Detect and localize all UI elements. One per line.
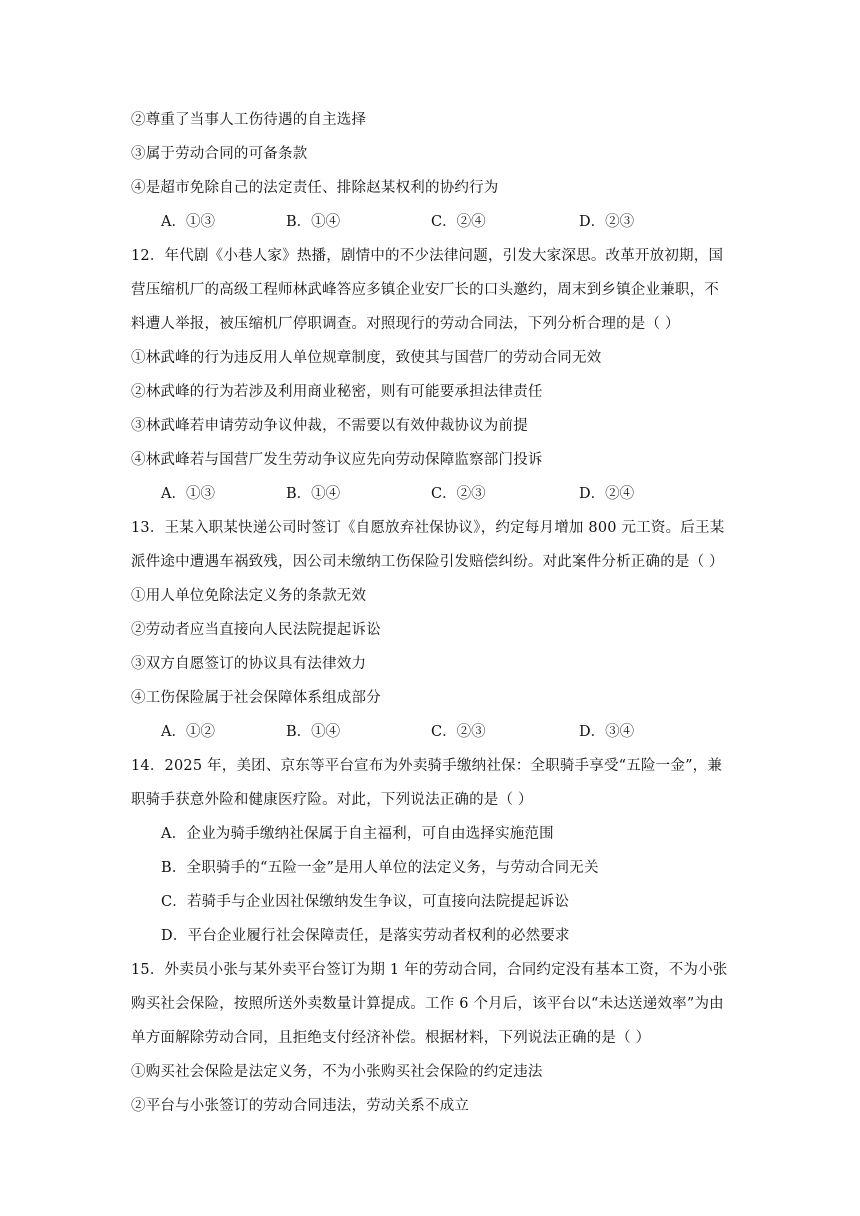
q13-choice-c: C．②③ — [431, 724, 486, 740]
q12-choices — [161, 484, 721, 504]
q11-choice-d: D．②③ — [579, 214, 635, 230]
q11-choice-b: B．①④ — [286, 214, 341, 230]
q15-stem-line-2: 购买社会保险，按照所送外卖数量计算提成。工作 6 个月后，该平台以“未达送递效率”为由 — [131, 996, 724, 1012]
q15-item-1: ①购买社会保险是法定义务，不为小张购买社会保险的约定违法 — [131, 1064, 543, 1080]
q11-choices — [161, 212, 721, 232]
q15-item-2: ②平台与小张签订的劳动合同违法，劳动关系不成立 — [131, 1098, 470, 1114]
q12-choice-d: D．②④ — [579, 486, 635, 502]
q11-item-3: ③属于劳动合同的可备条款 — [131, 146, 308, 162]
q13-choice-d: D．③④ — [579, 724, 635, 740]
q15-stem-line-3: 单方面解除劳动合同，且拒绝支付经济补偿。根据材料，下列说法正确的是（ ） — [131, 1030, 651, 1046]
q13-item-1: ①用人单位免除法定义务的条款无效 — [131, 588, 367, 604]
q13-choice-b: B．①④ — [286, 724, 341, 740]
q14-option-a: A．企业为骑手缴纳社保属于自主福利，可自由选择实施范围 — [161, 826, 554, 842]
q13-stem-line-1: 13．王某入职某快递公司时签订《自愿放弃社保协议》，约定每月增加 800 元工资。后王某 — [131, 520, 725, 536]
q11-choice-a: A．①③ — [161, 214, 215, 230]
q13-item-3: ③双方自愿签订的协议具有法律效力 — [131, 656, 367, 672]
q12-choice-c: C．②③ — [431, 486, 486, 502]
q12-item-2: ②林武峰的行为若涉及利用商业秘密，则有可能要承担法律责任 — [131, 384, 543, 400]
q11-choice-c: C．②④ — [431, 214, 486, 230]
q13-choice-a: A．①② — [161, 724, 215, 740]
q12-choice-a: A．①③ — [161, 486, 215, 502]
q14-option-c: C．若骑手与企业因社保缴纳发生争议，可直接向法院提起诉讼 — [161, 894, 570, 910]
q11-item-2: ②尊重了当事人工伤待遇的自主选择 — [131, 112, 367, 128]
q13-item-4: ④工伤保险属于社会保障体系组成部分 — [131, 690, 381, 706]
q14-option-d: D．平台企业履行社会保障责任，是落实劳动者权利的必然要求 — [161, 928, 570, 944]
q12-item-4: ④林武峰若与国营厂发生劳动争议应先向劳动保障监察部门投诉 — [131, 452, 543, 468]
q12-item-1: ①林武峰的行为违反用人单位规章制度，致使其与国营厂的劳动合同无效 — [131, 350, 602, 366]
q12-stem-line-1: 12．年代剧《小巷人家》热播，剧情中的不少法律问题，引发大家深思。改革开放初期，国 — [131, 248, 724, 264]
q11-item-4: ④是超市免除自己的法定责任、排除赵某权利的协约行为 — [131, 180, 499, 196]
q14-option-b: B．全职骑手的“五险一金”是用人单位的法定义务，与劳动合同无关 — [161, 860, 599, 876]
q12-stem-line-3: 料遭人举报，被压缩机厂停职调查。对照现行的劳动合同法，下列分析合理的是（ ） — [131, 316, 680, 332]
q13-stem-line-2: 派件途中遭遇车祸致残，因公司未缴纳工伤保险引发赔偿纠纷。对此案件分析正确的是（ ） — [131, 554, 724, 570]
q12-stem-line-2: 营压缩机厂的高级工程师林武峰答应多镇企业安厂长的口头邀约，周末到乡镇企业兼职，不 — [131, 282, 719, 298]
q15-stem-line-1: 15．外卖员小张与某外卖平台签订为期 1 年的劳动合同，合同约定没有基本工资，不为小张 — [131, 962, 728, 978]
q14-stem-line-2: 职骑手获意外险和健康医疗险。对此，下列说法正确的是（ ） — [131, 792, 533, 808]
q12-item-3: ③林武峰若申请劳动争议仲裁，不需要以有效仲裁协议为前提 — [131, 418, 528, 434]
q13-choices — [161, 722, 721, 742]
q13-item-2: ②劳动者应当直接向人民法院提起诉讼 — [131, 622, 381, 638]
q14-stem-line-1: 14．2025 年，美团、京东等平台宣布为外卖骑手缴纳社保：全职骑手享受“五险一金”，兼 — [131, 758, 723, 774]
q12-choice-b: B．①④ — [286, 486, 341, 502]
